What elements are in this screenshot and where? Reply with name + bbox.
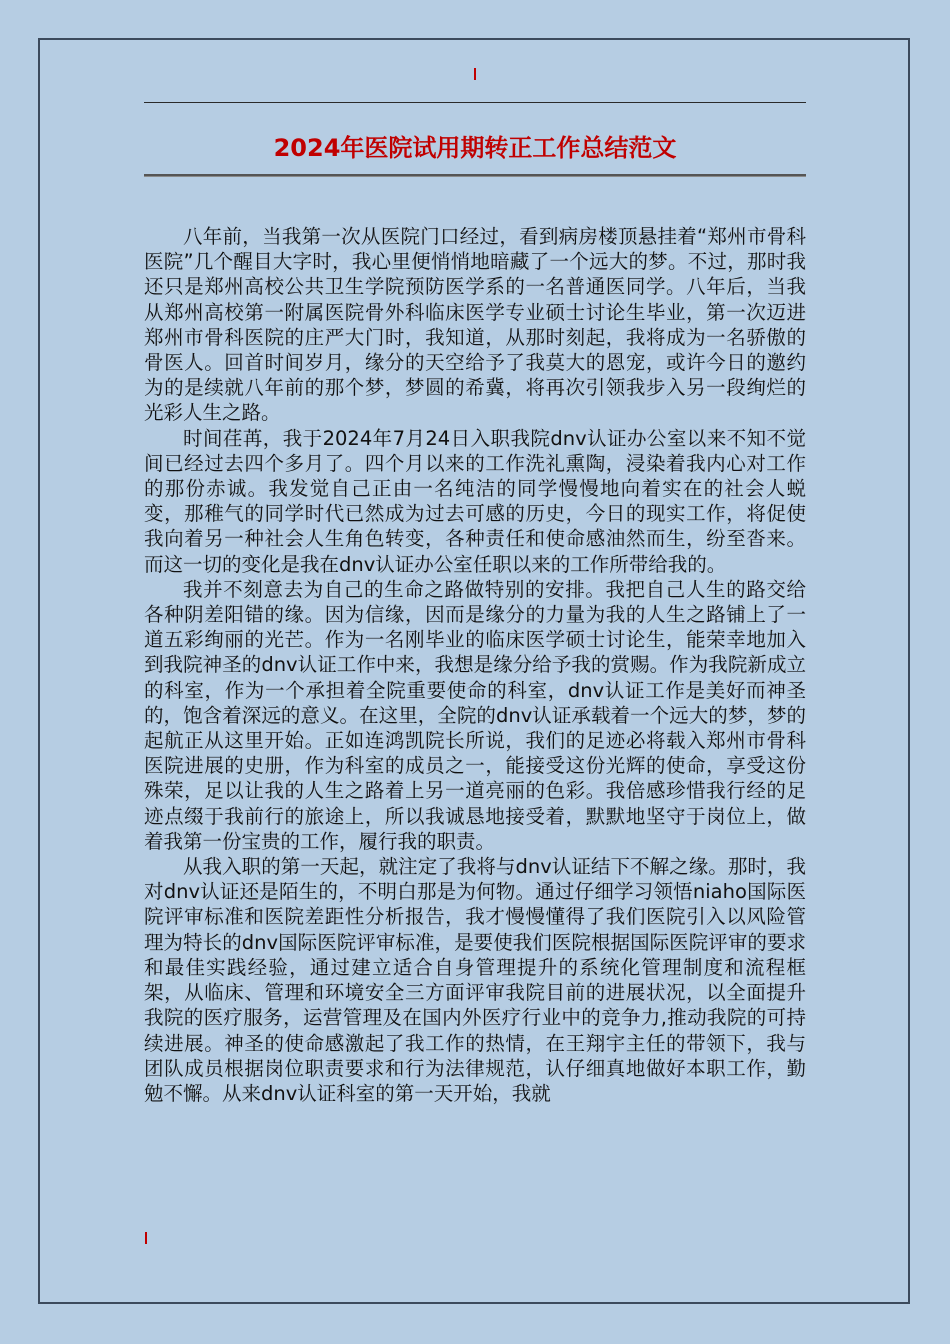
paragraph-3: 我并不刻意去为自己的生命之路做特别的安排。我把自己人生的路交给各种阴差阳错的缘。因为信缘，因而是缘分的力量为我的人生之路铺上了一道五彩绚丽的光芒。作为一名刚毕业的临床医学硕士讨论生，能荣幸地加入到我院神圣的dnv认证工作中来，我想是缘分给予我的赏赐。作为我院新成立的科室，作为一个承担着全院重要使命的科室，dnv认证工作是美好而神圣的，饱含着深远的意义。在这里，全院的dnv认证承载着一个远大的梦，梦的起航正从这里开始。正如连鸿凯院长所说，我们的足迹必将载入郑州市骨科医院进展的史册，作为科室的成员之一，能接受这份光辉的使命，享受这份殊荣，足以让我的人生之路着上另一道亮丽的色彩。我倍感珍惜我行经的足迹点缀于我前行的旅途上，所以我诚恳地接受着，默默地坚守于岗位上，做着我第一份宝贵的工作，履行我的职责。 [144, 577, 806, 853]
header-rule [144, 102, 806, 103]
document-body [144, 224, 806, 1106]
paragraph-2: 时间荏苒，我于2024年7月24日入职我院dnv认证办公室以来不知不觉间已经过去四个多月了。四个月以来的工作洗礼熏陶，浸染着我内心对工作的那份赤诚。我发觉自己正由一名纯洁的同学慢慢地向着实在的社会人蜕变，那稚气的同学时代已然成为过去可感的历史，今日的现实工作，将促使我向着另一种社会人生角色转变，各种责任和使命感油然而生，纷至沓来。而这一切的变化是我在dnv认证办公室任职以来的工作所带给我的。 [144, 426, 806, 576]
document-title: 2024年医院试用期转正工作总结范文 [273, 134, 677, 162]
title-underline [144, 174, 806, 176]
paragraph-4: 从我入职的第一天起，就注定了我将与dnv认证结下不解之缘。那时，我对dnv认证还是陌生的，不明白那是为何物。通过仔细学习领悟niaho国际医院评审标准和医院差距性分析报告，我才慢慢懂得了我们医院引入以风险管理为特长的dnv国际医院评审标准，是要使我们医院根据国际医院评审的要求和最佳实践经验，通过建立适合自身管理提升的系统化管理制度和流程框架，从临床、管理和环境安全三方面评审我院目前的进展状况，以全面提升我院的医疗服务，运营管理及在国内外医疗行业中的竞争力,推动我院的可持续进展。神圣的使命感激起了我工作的热情，在王翔宇主任的带领下，我与团队成员根据岗位职责要求和行为法律规范，认仔细真地做好本职工作，勤勉不懈。从来dnv认证科室的第一天开始，我就 [144, 855, 806, 1105]
footer-mark [145, 1232, 147, 1244]
paragraph-1: 八年前，当我第一次从医院门口经过，看到病房楼顶悬挂着“郑州市骨科医院”几个醒目大字时，我心里便悄悄地暗藏了一个远大的梦。不过，那时我还只是郑州高校公共卫生学院预防医学系的一名普通医同学。八年后，当我从郑州高校第一附属医院骨外科临床医学专业硕士讨论生毕业，第一次迈进郑州市骨科医院的庄严大门时，我知道，从那时刻起，我将成为一名骄傲的骨医人。回首时间岁月，缘分的天空给予了我莫大的恩宠，或许今日的邀约为的是续就八年前的那个梦，梦圆的希冀，将再次引领我步入另一段绚烂的光彩人生之路。 [144, 225, 806, 425]
header-mark [474, 68, 476, 80]
